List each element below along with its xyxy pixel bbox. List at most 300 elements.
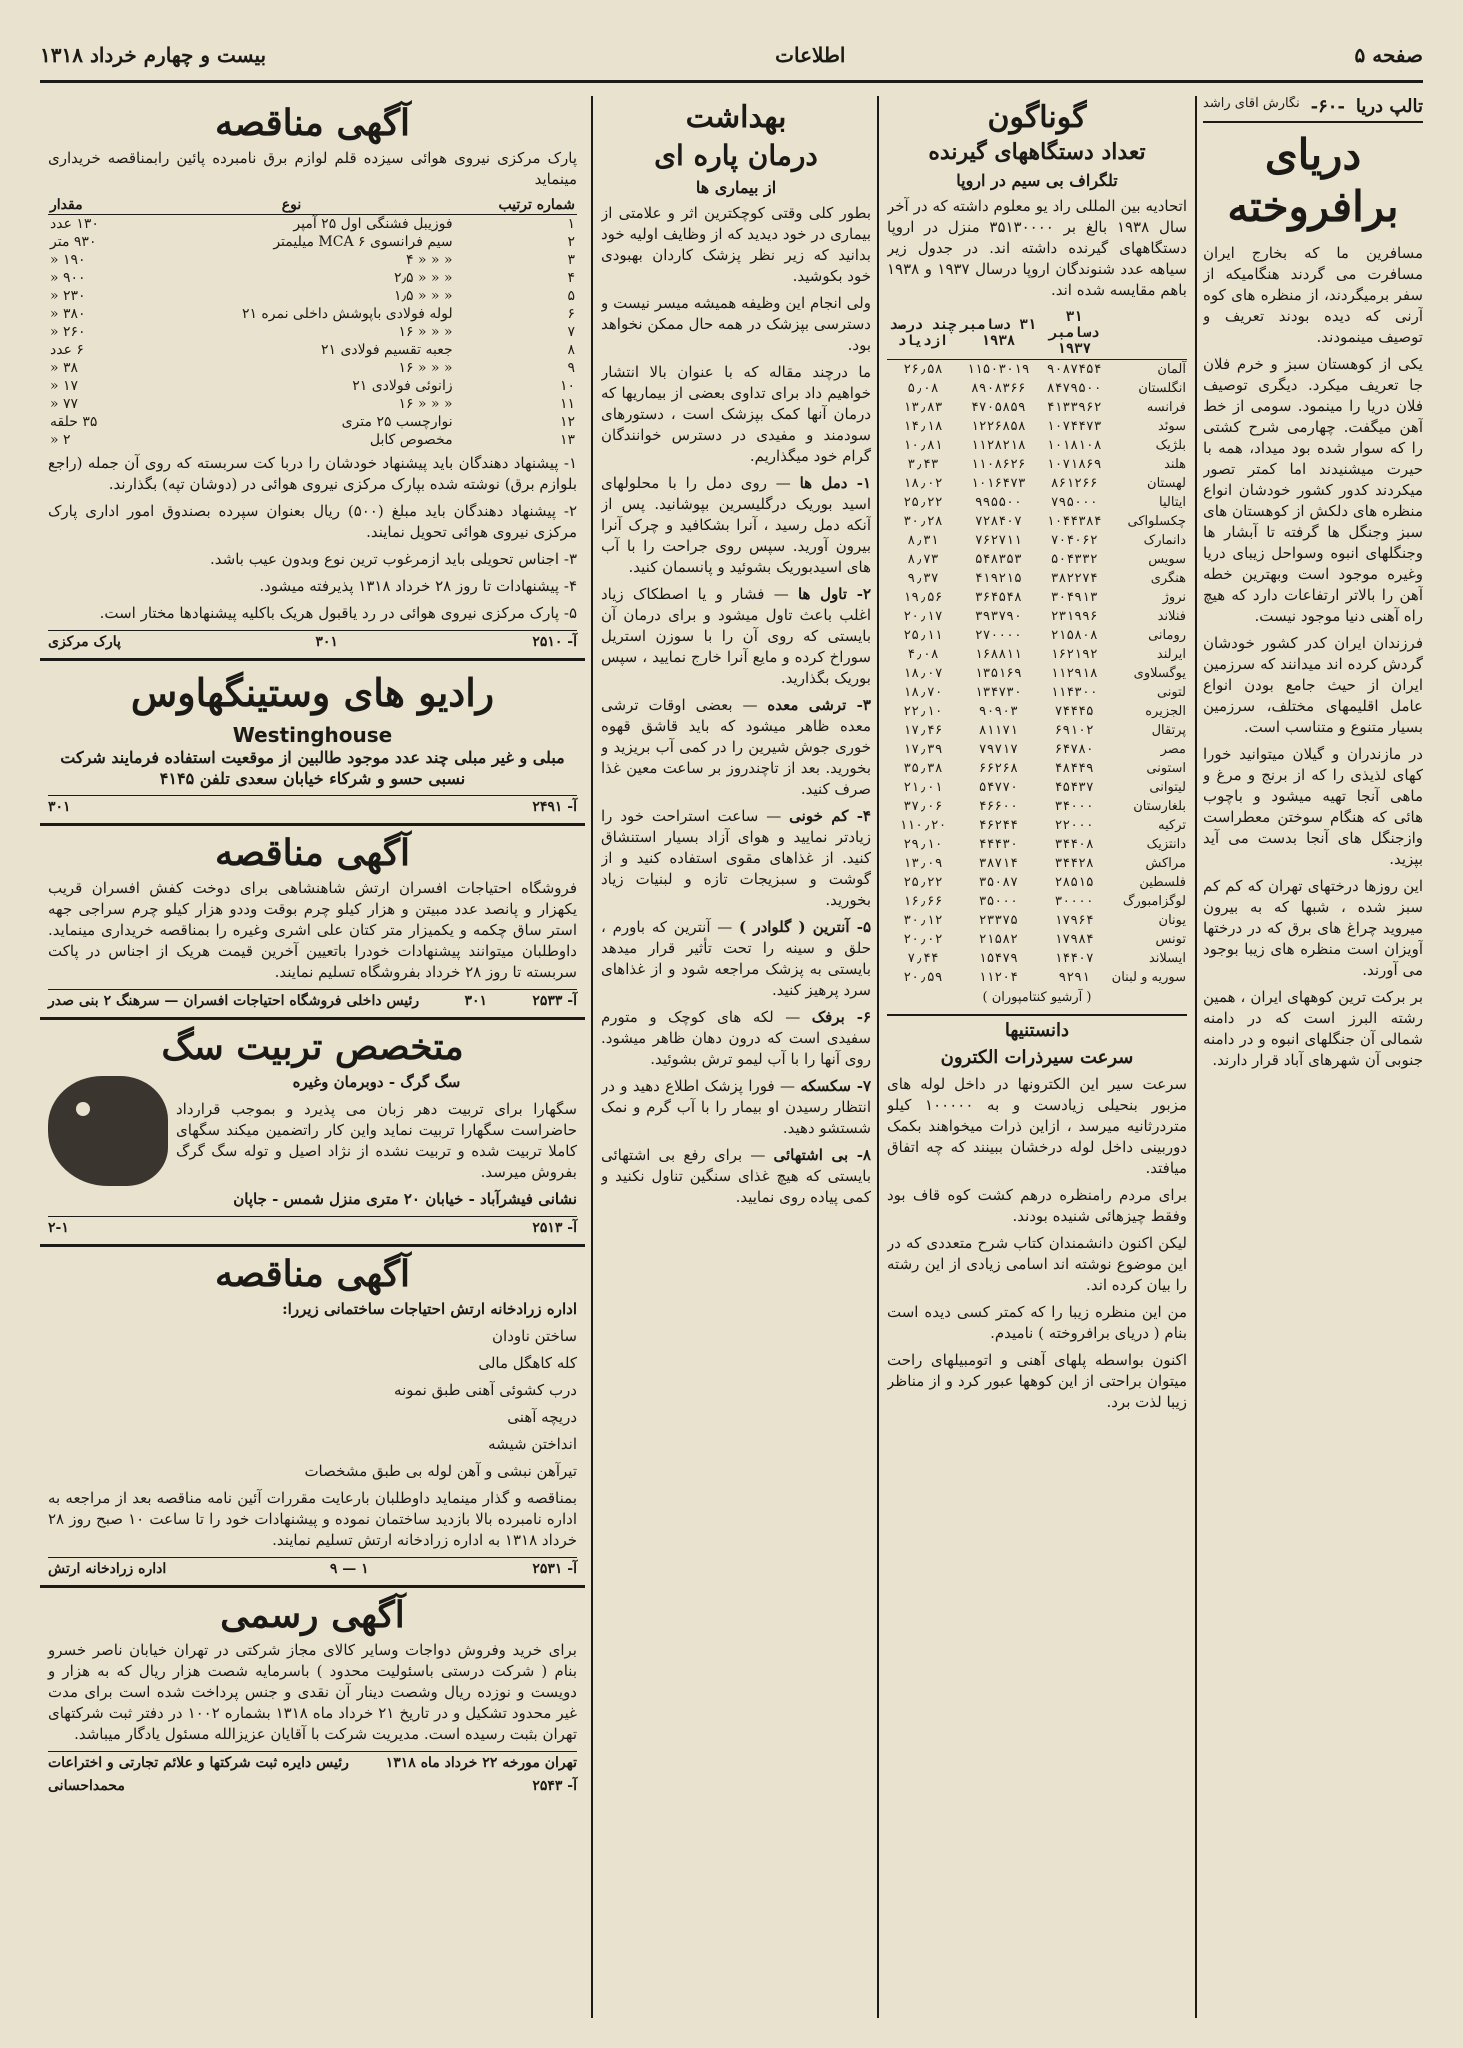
paragraph: لیکن اکنون دانشمندان کتاب شرح متعددی که در این موضوع نوشته اند اسامی زیادی از این رشته را بیان کرده اند. [887, 1234, 1187, 1294]
country-cell: مراکش [1145, 856, 1186, 871]
value-1937: ۴۱۳۳۹۶۲ [1046, 400, 1102, 415]
health-item-text: لکه های کوچک و متورم سفیدی است که درون دهان ظاهر میشود. روی آنها را با آب لیمو ترش بشوئید. [601, 1008, 871, 1068]
value-1938: ۵۴۸۳۵۳ [974, 552, 1022, 567]
item-quantity: ۲ « [50, 432, 71, 448]
item-type: « « « ۱۶ [398, 396, 453, 412]
ad-number: ۳۰۱ [315, 634, 338, 650]
header-country [1111, 307, 1187, 360]
value-1937: ۳۴۴۲۸ [1054, 856, 1094, 871]
health-item-title: ۴- کم خونی [789, 807, 871, 825]
value-1937: ۲۳۱۹۹۶ [1050, 609, 1098, 624]
percent-increase: ۱۸٫۷۰ [903, 685, 943, 700]
value-1938: ۳۸۷۱۴ [978, 856, 1018, 871]
health-item-text: آنترین که باورم ، حلق و سینه را تحت تأثیر قرار میدهد بایستی به پزشک مراجعه شود و از غذاهای سرد پرهیز کنید. [601, 918, 871, 999]
value-1938: ۴۶۲۴۴ [978, 818, 1018, 833]
column-health [601, 96, 871, 2018]
table-row [887, 740, 1187, 759]
health-item: ۵- آنترین ( گلوادر ) — آنترین که باورم ، حلق و سینه را تحت تأثیر قرار میدهد بایستی به پزشک مراجعه شود و از غذاهای سرد پرهیز کنید. [601, 918, 871, 999]
value-1937: ۳۴۰۰۰ [1054, 799, 1094, 814]
value-1938: ۱۲۲۶۸۵۸ [970, 419, 1026, 434]
percent-increase: ۳۰٫۱۲ [903, 913, 943, 928]
article-subtitle: تلگراف بی سیم در اروپا [956, 171, 1118, 190]
country-cell: پرتقال [1151, 723, 1186, 738]
ad-title: آگهی مناقصه [214, 1253, 411, 1295]
table-row [48, 215, 577, 234]
paper-name: اطلاعات [775, 43, 846, 67]
value-1937: ۱۴۴۰۷ [1054, 951, 1094, 966]
column-rule [877, 96, 879, 2018]
value-1937: ۲۱۵۸۰۸ [1050, 628, 1098, 643]
value-1938: ۱۶۸۸۱۱ [974, 647, 1022, 662]
value-1938: ۳۶۴۵۴۸ [974, 590, 1022, 605]
country-cell: نروژ [1162, 590, 1186, 605]
value-1938: ۷۹۷۱۷ [978, 742, 1018, 757]
value-1937: ۷۰۴۰۶۲ [1050, 533, 1098, 548]
percent-increase: ۱۸٫۰۲ [903, 476, 943, 491]
value-1938: ۲۱۵۸۲ [978, 932, 1018, 947]
list-item: انداختن شیشه [488, 1435, 577, 1453]
health-item-text: ساعت استراحت خود را زیادتر نمایید و هوای آزاد بسیار استنشاق کنید. از غذاهای مقوی استفاده کنید و از گوشت و سبزیجات تازه و لبنیات زیاد بخورید. [601, 807, 871, 909]
table-row [887, 607, 1187, 626]
item-type: زانوئی فولادی ۲۱ [352, 378, 453, 394]
table-header-row [48, 196, 577, 215]
table-row [887, 911, 1187, 930]
tender-items-table [48, 196, 577, 449]
article-title: سرعت سیرذرات الکترون [940, 1047, 1134, 1068]
value-1937: ۶۴۷۸۰ [1054, 742, 1094, 757]
paragraph: بطور کلی وقتی کوچکترین اثر و علامتی از بیماری در خود دیدید که از وظایف اولیه خود بدانید که زیر نظر پزشک کاردان بهبودی خود بکوشید. [601, 204, 871, 285]
author: نگارش آقای راشد [1203, 96, 1300, 111]
list-item: ساختن ناودان [492, 1327, 577, 1345]
health-item-title: ۶- برفک [811, 1008, 871, 1026]
country-cell: ترکیه [1158, 818, 1186, 833]
value-1938: ۵۴۷۷۰ [978, 780, 1018, 795]
ad-title: آگهی رسمی [220, 1594, 405, 1636]
paragraph: ما درچند مقاله که با عنوان بالا انتشار خواهیم داد برای تداوی بعضی از بیماریها که درمان آنها کمک بپزشک است ، دستورهای سودمند و مفیدی در دسترس خوانندگان گرام خود میگذاریم. [601, 363, 871, 465]
table-row [887, 436, 1187, 455]
table-row [887, 968, 1187, 987]
item-quantity: ۹۰۰ « [50, 270, 86, 286]
percent-increase: ۱۰٫۸۱ [903, 438, 943, 453]
country-cell: مصر [1160, 742, 1186, 757]
ad-tender-arsenal [40, 1247, 585, 1588]
country-cell: لیتوانی [1149, 780, 1186, 795]
percent-increase: ۱۳٫۸۳ [903, 400, 943, 415]
ad-footer-2 [48, 1775, 577, 1794]
country-cell: یونان [1158, 913, 1186, 928]
table-body [48, 215, 577, 450]
value-1937: ۱۰۷۱۸۶۹ [1046, 457, 1102, 472]
ad-signer: رئیس داخلی فروشگاه احتیاجات افسران — سرهنگ ۲ بنی صدر [48, 993, 420, 1009]
percent-increase: ۳۷٫۰۶ [903, 799, 943, 814]
table-row [887, 892, 1187, 911]
article-title: درمان پاره ای [654, 139, 818, 172]
value-1938: ۱۵۴۷۹ [978, 951, 1018, 966]
percent-increase: ۱۴٫۱۸ [903, 419, 943, 434]
ad-code: آ- ۲۵۱۰ [532, 634, 577, 650]
value-1937: ۶۹۱۰۲ [1054, 723, 1094, 738]
item-quantity: ۲۶۰ « [50, 324, 86, 340]
paragraph: بر برکت ترین کوههای ایران ، همین رشته البرز است که در دامنه شمالی آن جنگلهای انبوه و در دامنه جنوبی آن شهرهای آباد قرار دارند. [1203, 988, 1423, 1069]
value-1937: ۱۱۴۳۰۰ [1050, 685, 1098, 700]
ad-number: ۳۰۱ [464, 993, 488, 1009]
ad-signer: محمداحسانی [48, 1778, 125, 1794]
ad-code: آ- ۲۵۳۳ [532, 993, 577, 1009]
column-rule [1195, 96, 1197, 2018]
health-item-text: برای رفع بی اشتهائی بایستی که هیچ غذای سنگین تناول نکنید و کمی پیاده روی نمایید. [601, 1146, 871, 1206]
table-row [887, 588, 1187, 607]
ad-footer [48, 630, 577, 650]
ad-code: آ- ۲۵۱۳ [532, 1220, 577, 1236]
value-1937: ۴۸۴۴۹ [1054, 761, 1094, 776]
country-cell: سویس [1148, 552, 1186, 567]
paragraph: در مازندران و گیلان میتوانید خورا کهای لذیذی را که از برنج و مرغ و ماهی آنجا تهیه میشود و باچوب هائی که هنگام سوختن معطراست وازجنگل های آنجا بدست می آید بپزید. [1203, 745, 1423, 868]
value-1938: ۱۱۵۰۳۰۱۹ [967, 362, 1030, 377]
article-title: دریای برافروخته [1227, 130, 1399, 231]
table-row [887, 379, 1187, 398]
ad-body: بمناقصه و گذار مینماید داوطلبان بارعایت مقررات آئین نامه مناقصه بعد از مراجعه به اداره نامبرده بالا بازدید ساختمان نموده و پیشنهادات خود را تا ساعت ۱۰ صبح روز ۲۸ خرداد ۱۳۱۸ به اداره زرادخانه ارتش تسلیم نمایند. [48, 1489, 577, 1549]
health-item: ۳- ترشی معده — بعضی اوقات ترشی معده ظاهر میشود که باید قاشق قهوه خوری جوش شیرین را در کمی آب بریزید و بخورید. بعد از تاچندروز بر ساعت معین غذا صرف کنید. [601, 696, 871, 798]
value-1937: ۷۹۵۰۰۰ [1050, 495, 1098, 510]
article-title: تعداد دستگاههای گیرنده [928, 139, 1146, 165]
percent-increase: ۷٫۴۴ [907, 951, 939, 966]
paragraph: سرعت سیر این الکترونها در داخل لوله های مزبور بنحیلی زیادست و به ۱۰۰۰۰۰ کیلو متردرثانیه میرسد ، ازاین ذرات میخواهند بکمک دوربینی داخل لوله درخشان ببینند که چه اتفاق میافتد. [887, 1075, 1187, 1177]
list-item: دریچه آهنی [507, 1408, 577, 1426]
table-row [887, 683, 1187, 702]
item-type: « « « ۲٫۵ [393, 270, 453, 286]
column-misc [887, 96, 1187, 2018]
paragraph: ولی انجام این وظیفه همیشه میسر نیست و دسترسی بپزشک در همه حال ممکن نخواهد بود. [601, 294, 871, 354]
ad-note: ۱- پیشنهاد دهندگان باید پیشنهاد خودشان را دربا کت سربسته که روی آن جمله (راجع بلوازم برق) نوشته شده بپارک مرکزی نیروی هوائی در (دوشان تپه) بگذارند. [48, 454, 577, 493]
value-1937: ۲۸۵۱۵ [1054, 875, 1094, 890]
paragraph: این روزها درختهای تهران که کم کم سبز شده ، شبها که به بیرون میروید چراغ های برق که در درختها آویزان است منظره های زیبا بوجود می آورند. [1203, 877, 1423, 979]
item-number: ۴ [567, 270, 575, 286]
dog-illustration [48, 1076, 168, 1186]
ad-footer [48, 1751, 577, 1771]
value-1937: ۷۴۴۴۵ [1054, 704, 1094, 719]
item-type: فوزیبل فشنگی اول ۲۵ آمپر [293, 216, 453, 232]
country-cell: الجزیره [1145, 704, 1186, 719]
table-row [887, 569, 1187, 588]
item-number: ۱ [567, 216, 575, 232]
country-cell: فلسطین [1139, 875, 1186, 890]
ad-code: آ- ۲۵۳۱ [532, 1561, 577, 1577]
value-1937: ۸۴۷۹۵۰۰ [1046, 381, 1102, 396]
percent-increase: ۲۰٫۱۷ [903, 609, 943, 624]
value-1938: ۷۲۸۴۰۷ [974, 514, 1022, 529]
country-cell: چکسلواکی [1127, 514, 1186, 529]
ad-body: برای خرید وفروش دواجات وسایر کالای مجاز شرکتی در تهران خیابان ناصر خسرو بنام ( شرکت درستی باسئولیت محدود ) باسرمایه شصت هزار ریال که به هزار و دویست و نوزده ریال وشصت دینار آن نقدی و جنس پرداخت شده است برای مدت غیر محدود تشکیل و در تاریخ ۲۱ خرداد ماه ۱۳۱۸ بشماره ۱۰۰۲ در دفتر ثبت شرکتهای تهران بثبت رسیده است. مدیریت شرکت با آقایان عزیزالله مسئول یادگار میباشد. [48, 1641, 577, 1743]
table-row [887, 626, 1187, 645]
country-cell: ایسلاند [1148, 951, 1186, 966]
article-subtitle: از بیماری ها [695, 178, 777, 197]
column-rule [591, 96, 593, 2018]
health-items [601, 473, 871, 1208]
ad-date: تهران مورخه ۲۲ خرداد ماه ۱۳۱۸ [385, 1755, 577, 1771]
table-row [887, 759, 1187, 778]
radio-receivers-table [887, 307, 1187, 987]
paragraph: یکی از کوهستان سبز و خرم فلان جا تعریف میکرد. دیگری توصیف فلان دریا را مینمود. سومی از خط آهن میگفت. چهارمی شرح کشتی را که سوار شده بود میداد، همه با حیرت میشنیدند اما کمتر تصور میکردند کدور کشور خودشان انواع منظره های دلکش از کوهستان های سبز وجنگل ها گرفته تا آبشار ها وجنگلهای انبوه وسواحل زیبای دریا وغیره موجود است وبهترین خطه آهن را بالاتر ارتفاعات دارد که هیچ راه آهنی دنیا موجود نیست. [1203, 355, 1423, 625]
table-row [48, 287, 577, 305]
value-1938: ۴۷۰۵۸۵۹ [970, 400, 1026, 415]
value-1937: ۱۰۴۴۳۸۴ [1046, 514, 1102, 529]
health-item: ۶- برفک — لکه های کوچک و متورم سفیدی است که درون دهان ظاهر میشود. روی آنها را با آب لیمو ترش بشوئید. [601, 1008, 871, 1068]
item-quantity: ۱۷ « [50, 378, 79, 394]
percent-increase: ۳٫۴۳ [907, 457, 939, 472]
table-row [48, 269, 577, 287]
item-number: ۵ [567, 288, 575, 304]
item-type: مخصوص کابل [369, 432, 453, 448]
value-1937: ۹۰۸۷۴۵۴ [1046, 362, 1102, 377]
value-1938: ۸۱۱۷۱ [978, 723, 1018, 738]
table-row [887, 455, 1187, 474]
table-row [887, 664, 1187, 683]
paragraph: من این منظره زیبا را که کمتر کسی دیده است بنام ( دریای برافروخته ) نامیدم. [887, 1303, 1187, 1342]
value-1937: ۴۵۴۳۷ [1054, 780, 1094, 795]
ad-signer-title: رئیس دایره ثبت شرکتها و علائم تجارتی و اختراعات [48, 1755, 349, 1771]
percent-increase: ۴٫۰۸ [907, 647, 939, 662]
list-item: کله کاهگل مالی [478, 1354, 577, 1372]
table-row [887, 835, 1187, 854]
column-ads [40, 96, 585, 2018]
table-row [48, 341, 577, 359]
ad-title: آگهی مناقصه [214, 102, 411, 144]
country-cell: یوگسلاوی [1133, 666, 1186, 681]
percent-increase: ۱۷٫۳۹ [903, 742, 943, 757]
health-item: ۱- دمل ها — روی دمل را با محلولهای اسید بوریک درگلیسرین بپوشانید. پس از آنکه دمل رسید ، آنرا بشکافید و چرک آنرا بیرون آورید. سپس روی جراحت را با آب های اسیدبوریک بشوئید و پانسمان کنید. [601, 474, 871, 576]
item-type: « « « ۱۶ [398, 360, 453, 376]
item-type: « « « ۱٫۵ [393, 288, 453, 304]
table-row [48, 305, 577, 323]
ad-tender-officers-store [40, 826, 585, 1020]
item-quantity: ۹۳۰ متر [50, 234, 97, 250]
item-type: « « « ۱۶ [398, 324, 453, 340]
item-type: لوله فولادی باپوشش داخلی نمره ۲۱ [241, 306, 453, 322]
percent-increase: ۳۵٫۳۸ [903, 761, 943, 776]
country-cell: هنگری [1150, 571, 1186, 586]
section-heading: بهداشت [685, 100, 787, 135]
country-cell: ایرلند [1156, 647, 1186, 662]
header-1938: ۳۱ دسامبر ۱۹۳۸ [959, 307, 1038, 360]
table-row [887, 493, 1187, 512]
table-row [887, 645, 1187, 664]
ad-code: آ- ۲۴۹۱ [532, 799, 577, 815]
table-row [887, 474, 1187, 493]
table-row [48, 233, 577, 251]
ad-intro: اداره زرادخانه ارتش احتیاجات ساختمانی زیررا: [282, 1300, 577, 1318]
ad-dog-trainer [40, 1020, 585, 1247]
item-number: ۲ [567, 234, 575, 250]
table-row [48, 377, 577, 395]
item-type: سیم فرانسوی MCA ۶ میلیمتر [273, 234, 453, 250]
ad-note: ۲- پیشنهاد دهندگان باید مبلغ (۵۰۰) ریال بعنوان سپرده بصندوق امور اداری پارک مرکزی نیروی هوائی تحویل نمایند. [48, 502, 577, 541]
value-1937: ۱۰۱۸۱۰۸ [1046, 438, 1102, 453]
table-row [48, 251, 577, 269]
table-row [887, 398, 1187, 417]
item-type: جعبه تقسیم فولادی ۲۱ [320, 342, 453, 358]
brand-name: Westinghouse [232, 723, 393, 747]
page-number: صفحه ۵ [1354, 43, 1423, 67]
item-number: ۹ [567, 360, 575, 376]
country-cell: سوریه و لبنان [1111, 970, 1186, 985]
ad-address: نشانی فیشرآباد - خیابان ۲۰ متری منزل شمس - جاپان [233, 1190, 577, 1208]
country-cell: دانمارک [1143, 533, 1186, 548]
percent-increase: ۸٫۷۳ [907, 552, 939, 567]
ad-note: ۳- اجناس تحویلی باید ازمرغوب ترین نوع وبدون عیب باشد. [209, 550, 577, 568]
country-cell: استونی [1146, 761, 1186, 776]
ad-intro: پارک مرکزی نیروی هوائی سیزده قلم لوازم برق نامبرده پائین رابمناقصه خریداری مینماید [48, 149, 577, 188]
ad-number: ۱ — ۹ [329, 1561, 369, 1577]
ad-note: ۴- پیشنهادات تا روز ۲۸ خرداد ۱۳۱۸ پذیرفته میشود. [259, 577, 577, 595]
table-row [887, 854, 1187, 873]
item-number: ۷ [567, 324, 575, 340]
header-type: نوع [128, 196, 454, 215]
ad-footer [48, 1557, 577, 1577]
ad-subtitle: سگ گرگ - دوبرمان وغیره [292, 1073, 461, 1091]
health-item: ۴- کم خونی — ساعت استراحت خود را زیادتر نمایید و هوای آزاد بسیار استنشاق کنید. از غذاهای مقوی استفاده کنید و از گوشت و سبزیجات تازه و لبنیات زیاد بخورید. [601, 807, 871, 909]
table-row [887, 721, 1187, 740]
health-item-title: ۷- سکسکه [800, 1077, 871, 1095]
table-row [887, 512, 1187, 531]
item-type: نوارچسب ۲۵ متری [341, 414, 453, 430]
value-1937: ۵۰۴۳۳۲ [1050, 552, 1098, 567]
table-row [887, 873, 1187, 892]
ad-number: ۲-۱ [48, 1220, 69, 1236]
percent-increase: ۲۵٫۱۱ [903, 628, 943, 643]
country-cell: دانتزیک [1146, 837, 1186, 852]
country-cell: بلغارستان [1133, 799, 1186, 814]
section-heading: گوناگون [987, 100, 1087, 135]
table-row [48, 395, 577, 413]
health-item-title: ۱- دمل ها [799, 474, 871, 492]
country-cell: لتونی [1156, 685, 1186, 700]
value-1937: ۹۲۹۱ [1058, 970, 1090, 985]
value-1937: ۱۱۲۹۱۸ [1050, 666, 1098, 681]
percent-increase: ۲۶٫۵۸ [903, 362, 943, 377]
value-1938: ۶۶۲۶۸ [978, 761, 1018, 776]
value-1937: ۲۲۰۰۰ [1054, 818, 1094, 833]
header-increase: چند درصد ازدیاد [887, 307, 959, 360]
value-1938: ۷۶۲۷۱۱ [974, 533, 1022, 548]
item-number: ۱۰ [559, 378, 575, 394]
ad-body: مبلی و غیر مبلی چند عدد موجود طالبین از موقعیت استفاده فرمایند شرکت نسبی حسو و شرکاء خیابان سعدی تلفن ۴۱۴۵ [60, 748, 565, 788]
table-header-row [887, 307, 1187, 360]
health-item-text: فشار و یا اصطکاک زیاد اغلب باعث تاول میشود و برای درمان آن بایستی که روی آن را با سوزن استریل سوراخ کرده و مایع آنرا خارج نمایید ، سپس بوریک بگذارید. [601, 585, 871, 687]
percent-increase: ۲۹٫۱۰ [903, 837, 943, 852]
table-row [887, 360, 1187, 380]
percent-increase: ۱۳٫۰۹ [903, 856, 943, 871]
table-body [887, 360, 1187, 988]
ad-title: رادیو های وستینگهاوس [130, 670, 495, 715]
list-item: درب کشوئی آهنی طبق نمونه [394, 1381, 577, 1399]
country-cell: تونس [1155, 932, 1186, 947]
value-1938: ۲۳۳۷۵ [978, 913, 1018, 928]
health-item-title: ۳- ترشی معده [767, 696, 871, 714]
table-row [887, 797, 1187, 816]
item-number: ۳ [567, 252, 575, 268]
value-1938: ۳۵۰۸۷ [978, 875, 1018, 890]
country-cell: لهستان [1147, 476, 1186, 491]
ad-number: ۳۰۱ [48, 799, 71, 815]
percent-increase: ۳۰٫۲۸ [903, 514, 943, 529]
header-number: شماره ترتیب [455, 196, 577, 215]
table-row [887, 550, 1187, 569]
value-1938: ۴۱۹۲۱۵ [974, 571, 1022, 586]
table-row [48, 323, 577, 341]
ad-body: فروشگاه احتیاجات افسران ارتش شاهنشاهی برای دوخت کفش افسران قریب یکهزار و پانصد عدد مبیتن و هزار کیلو چرم بوقت وددو هزار کیلو چرم سراجی جهه استر ساق چکمه و یکمیزار متر کتان علی اشری وغیره را بمناقصه خریداری مینماید. داوطلبان میتوانند پیشنهادات خودرا باتعیین آخرین قیمت هریک از اجناس در پاکت سربسته تا روز ۲۸ خرداد بفروشگاه تسلیم نمایند. [48, 879, 577, 981]
value-1938: ۱۱۲۸۲۱۸ [970, 438, 1026, 453]
percent-increase: ۱۱۰٫۲۰ [899, 818, 947, 833]
country-cell: آلمان [1157, 362, 1186, 377]
percent-increase: ۸٫۳۱ [907, 533, 939, 548]
table-row [48, 413, 577, 431]
value-1938: ۳۵۰۰۰ [978, 894, 1018, 909]
table-row [887, 930, 1187, 949]
table-row [887, 531, 1187, 550]
health-item-title: ۲- تاول ها [797, 585, 871, 603]
health-item: ۷- سکسکه — فورا پزشک اطلاع دهید و در انتظار رسیدن او بیمار را با آب گرم و نمک شستشو دهید. [601, 1077, 871, 1137]
ad-code: آ- ۲۵۴۳ [532, 1778, 577, 1794]
item-quantity: ۱۹۰ « [50, 252, 86, 268]
health-item-title: ۸- بی اشتهائی [773, 1146, 871, 1164]
percent-increase: ۵٫۰۸ [907, 381, 939, 396]
ad-signer: پارک مرکزی [48, 634, 121, 650]
percent-increase: ۲۰٫۰۲ [903, 932, 943, 947]
table-row [887, 417, 1187, 436]
column-dariya [1203, 96, 1423, 2018]
value-1938: ۴۴۴۳۰ [978, 837, 1018, 852]
value-1938: ۱۱۰۸۶۲۶ [970, 457, 1026, 472]
item-quantity: ۳۸۰ « [50, 306, 86, 322]
item-number: ۶ [567, 306, 575, 322]
series-name: تالپ دریا [1355, 96, 1423, 117]
table-row [48, 431, 577, 449]
value-1938: ۳۹۳۷۹۰ [974, 609, 1022, 624]
value-1937: ۳۸۲۲۷۴ [1050, 571, 1098, 586]
ad-body: سگهارا برای تربیت دهر زبان می پذیرد و بموجب قرارداد حاضراست سگهارا تربیت نماید واین کار راتضمین میکند سگهای کاملا تربیت شده و تربیت نشده از نژاد اصیل و توله سگ گرگ بفروش میرسد. [176, 1100, 577, 1181]
percent-increase: ۱۶٫۶۶ [903, 894, 943, 909]
value-1938: ۱۰۱۶۴۷۳ [970, 476, 1026, 491]
country-cell: هلند [1164, 457, 1186, 472]
ad-note: ۵- پارک مرکزی نیروی هوائی در رد یاقبول هریک باکلیه پیشنهادها مختار است. [99, 604, 577, 622]
item-number: ۱۳ [559, 432, 575, 448]
value-1937: ۱۰۷۴۴۷۳ [1046, 419, 1102, 434]
value-1937: ۱۷۹۸۴ [1054, 932, 1094, 947]
paragraph: برای مردم رامنظره درهم کشت کوه قاف بود وفقط چیزهائی شنیده بودند. [887, 1186, 1187, 1225]
health-item: ۸- بی اشتهائی — برای رفع بی اشتهائی بایستی که هیچ غذای سنگین تناول نکنید و کمی پیاده روی نمایید. [601, 1146, 871, 1206]
value-1937: ۳۰۴۹۱۳ [1050, 590, 1098, 605]
section-heading: دانستنیها [887, 1014, 1187, 1041]
value-1938: ۲۷۰۰۰۰ [974, 628, 1022, 643]
health-item-text: فورا پزشک اطلاع دهید و در انتظار رسیدن او بیمار را با آب گرم و نمک شستشو دهید. [601, 1077, 871, 1137]
item-number: ۸ [567, 342, 575, 358]
health-item-text: روی دمل را با محلولهای اسید بوریک درگلیسرین بپوشانید. پس از آنکه دمل رسید ، آنرا بشکافید و چرک آنرا بیرون آورید. سپس روی جراحت را با آب های اسیدبوریک بشوئید و پانسمان کنید. [601, 474, 871, 576]
masthead [40, 30, 1423, 83]
percent-increase: ۹٫۳۷ [907, 571, 939, 586]
item-number: ۱۲ [559, 414, 575, 430]
percent-increase: ۲۰٫۵۹ [903, 970, 943, 985]
value-1937: ۸۶۱۲۶۶ [1050, 476, 1098, 491]
series-kicker [1203, 96, 1423, 123]
value-1937: ۱۷۹۶۴ [1054, 913, 1094, 928]
paragraph: اکنون بواسطه پلهای آهنی و اتومبیلهای راحت میتوان براحتی از این کوهها عبور کرد و از مناظر زیبا لذت برد. [887, 1351, 1187, 1411]
table-row [887, 702, 1187, 721]
value-1938: ۹۹۵۵۰۰ [974, 495, 1022, 510]
item-number: ۱۱ [559, 396, 575, 412]
item-quantity: ۱۳۰ عدد [50, 216, 99, 232]
country-cell: رومانی [1148, 628, 1186, 643]
country-cell: سوئد [1157, 419, 1186, 434]
